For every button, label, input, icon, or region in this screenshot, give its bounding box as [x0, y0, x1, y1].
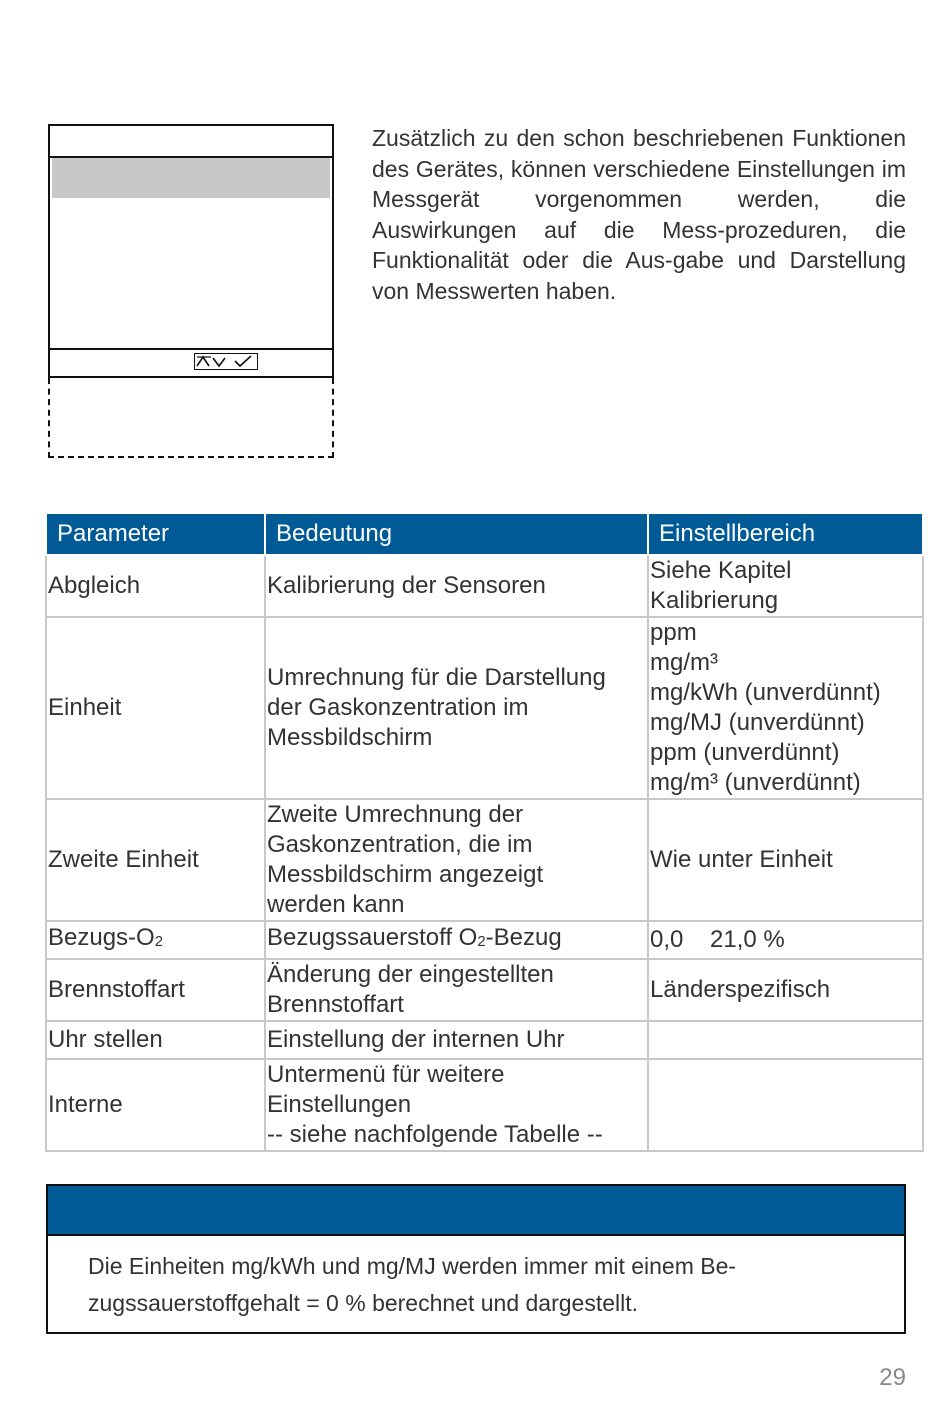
cell-meaning: Untermenü für weitere Einstellungen -- siehe nachfolgende Tabelle --	[265, 1059, 648, 1151]
cell-parameter: Abgleich	[46, 555, 265, 617]
cell-parameter: Brennstoffart	[46, 959, 265, 1021]
table-row	[46, 1059, 923, 1151]
cell-parameter: Bezugs-$O_2$	[46, 921, 265, 959]
table-row	[46, 617, 923, 799]
cell-meaning: Kalibrierung der Sensoren	[265, 555, 648, 617]
cell-meaning: Zweite Umrechnung der Gaskonzentration, die im Messbildschirm angezeigt werden kann	[265, 799, 648, 921]
header-parameter: Parameter	[46, 513, 265, 555]
table-row	[46, 799, 923, 921]
table-header-row	[46, 513, 923, 555]
cell-meaning: Umrechnung für die Darstellung der Gaskonzentration im Messbildschirm	[265, 617, 648, 799]
cell-parameter: Zweite Einheit	[46, 799, 265, 921]
header-einstellbereich: Einstellbereich	[648, 513, 923, 555]
device-dashed-outline	[48, 378, 334, 458]
intro-paragraph: Zusätzlich zu den schon beschriebenen Funktionen des Gerätes, können verschiedene Einstellungen im Messgerät vorgenommen werden, die Auswirkungen auf die Mess-prozeduren, die Funktionalität oder die Aus-gabe und Darstellung von Messwerten haben.	[372, 125, 906, 304]
cell-range: ppm mg/m³ mg/kWh (unverdünnt) mg/MJ (unverdünnt) ppm (unverdünnt) mg/m³ (unverdünnt)	[648, 617, 923, 799]
cell-meaning: Einstellung der internen Uhr	[265, 1021, 648, 1059]
screen-titlebar	[50, 126, 332, 158]
selected-menu-row	[52, 158, 330, 198]
softkey-icons	[194, 353, 258, 370]
header-bedeutung: Bedeutung	[265, 513, 648, 555]
cell-range	[648, 1021, 923, 1059]
page-number: 29	[879, 1364, 906, 1391]
up-down-check-icon	[195, 354, 256, 368]
cell-parameter: Uhr stellen	[46, 1021, 265, 1059]
cell-meaning: Änderung der eingestellten Brennstoffart	[265, 959, 648, 1021]
note-header-bar	[48, 1186, 904, 1236]
cell-range: Siehe Kapitel Kalibrierung	[648, 555, 923, 617]
cell-range: Wie unter Einheit	[648, 799, 923, 921]
note-text: Die Einheiten mg/kWh und mg/MJ werden immer mit einem Be- zugssauerstoffgehalt = 0 % berechnet und dargestellt.	[88, 1253, 737, 1316]
note-box	[46, 1184, 906, 1334]
table-row	[46, 959, 923, 1021]
settings-table	[45, 512, 924, 1152]
cell-range: Länderspezifisch	[648, 959, 923, 1021]
cell-range: 0,0 21,0 %	[648, 921, 923, 959]
table-row	[46, 921, 923, 959]
cell-parameter: Interne	[46, 1059, 265, 1151]
cell-range	[648, 1059, 923, 1151]
cell-meaning: Bezugssauerstoff $O_2$-Bezug	[265, 921, 648, 959]
screen-softkey-bar	[50, 348, 332, 376]
cell-parameter: Einheit	[46, 617, 265, 799]
table-row	[46, 1021, 923, 1059]
device-screen-illustration	[48, 124, 334, 378]
table-row	[46, 555, 923, 617]
